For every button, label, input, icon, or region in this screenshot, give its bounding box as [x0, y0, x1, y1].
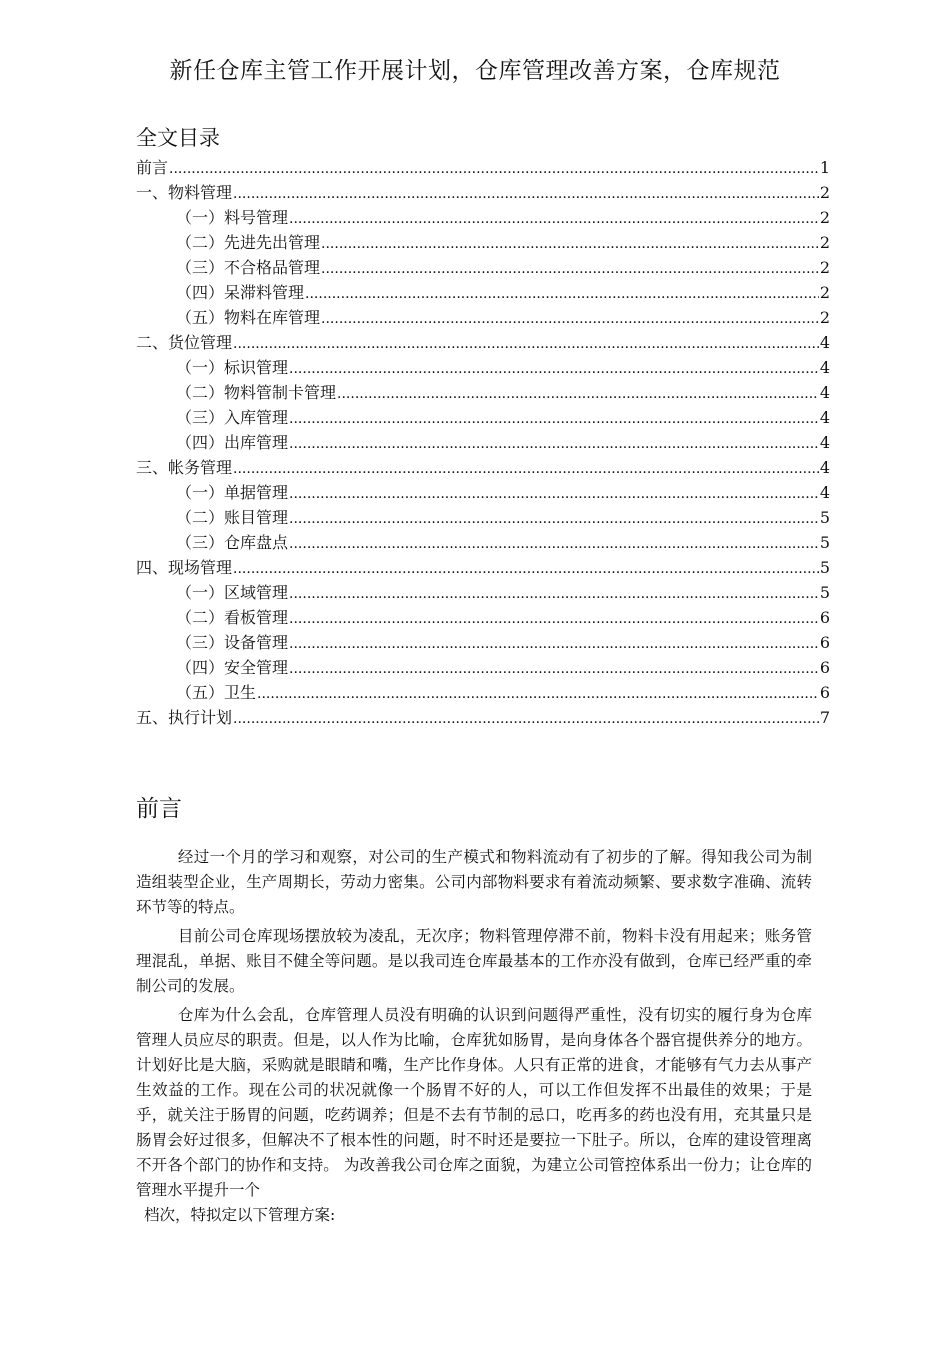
- toc-leader-dots: [289, 657, 819, 682]
- toc-leader-dots: [233, 332, 819, 357]
- preface-body: [136, 845, 812, 1228]
- preface-paragraph-2: 目前公司仓库现场摆放较为凌乱，无次序；物料管理停滞不前，物料卡没有用起来；账务管理混乱，单据、账目不健全等问题。是以我司连仓库最基本的工作亦没有做到，仓库已经严重的牵制公司的发展。: [136, 927, 812, 995]
- toc-entry-page: 6: [819, 683, 830, 702]
- toc-entry-label: （三）不合格品管理: [176, 258, 321, 277]
- toc-entry[interactable]: [136, 155, 830, 180]
- toc-leader-dots: [233, 457, 819, 482]
- toc-entry-label: （四）呆滞料管理: [176, 283, 305, 302]
- toc-entry-label: 一、物料管理: [136, 183, 233, 202]
- toc-entry-label: 四、现场管理: [136, 558, 233, 577]
- toc-entry[interactable]: [136, 380, 830, 405]
- toc-entry-label: 五、执行计划: [136, 708, 233, 727]
- toc-leader-dots: [289, 207, 819, 232]
- toc-entry[interactable]: [136, 405, 830, 430]
- toc-entry-label: （一）标识管理: [176, 358, 289, 377]
- toc-entry[interactable]: [136, 430, 830, 455]
- toc-entry-label: （一）料号管理: [176, 208, 289, 227]
- toc-entry[interactable]: [136, 355, 830, 380]
- toc-entry-label: （二）看板管理: [176, 608, 289, 627]
- toc-leader-dots: [289, 507, 819, 532]
- toc-entry-label: （二）先进先出管理: [176, 233, 321, 252]
- toc-entry-page: 7: [819, 708, 830, 727]
- toc-entry-page: 4: [819, 333, 830, 352]
- toc-leader-dots: [289, 432, 819, 457]
- toc-entry-page: 2: [819, 258, 830, 277]
- toc-entry-label: （四）出库管理: [176, 433, 289, 452]
- toc-entry-page: 4: [819, 458, 830, 477]
- toc-leader-dots: [289, 632, 819, 657]
- toc-entry-page: 6: [819, 633, 830, 652]
- toc-entry-page: 6: [819, 608, 830, 627]
- toc-entry-label: 前言: [136, 158, 169, 177]
- toc-entry-label: （四）安全管理: [176, 658, 289, 677]
- toc-entry-page: 4: [819, 483, 830, 502]
- preface-paragraph-4: 档次，特拟定以下管理方案:: [144, 1206, 336, 1224]
- toc-entry[interactable]: [136, 205, 830, 230]
- toc-entry-label: （一）单据管理: [176, 483, 289, 502]
- toc-entry-page: 2: [819, 233, 830, 252]
- toc-leader-dots: [321, 232, 819, 257]
- toc-entry-page: 4: [819, 358, 830, 377]
- toc-entry[interactable]: [136, 330, 830, 355]
- toc-entry[interactable]: [136, 580, 830, 605]
- toc-leader-dots: [305, 282, 819, 307]
- toc-entry-label: （二）账目管理: [176, 508, 289, 527]
- toc-entry-label: （三）设备管理: [176, 633, 289, 652]
- toc-entry-page: 4: [819, 408, 830, 427]
- toc-entry-label: （二）物料管制卡管理: [176, 383, 337, 402]
- toc-entry-label: （三）入库管理: [176, 408, 289, 427]
- toc-entry[interactable]: [136, 255, 830, 280]
- toc-entry[interactable]: [136, 305, 830, 330]
- toc-entry-label: （五）卫生: [176, 683, 257, 702]
- section-heading-preface: 前言: [136, 796, 182, 822]
- toc-leader-dots: [233, 182, 819, 207]
- toc-heading: 全文目录: [136, 126, 220, 150]
- toc-entry-page: 6: [819, 658, 830, 677]
- toc-leader-dots: [257, 682, 819, 707]
- toc-entry[interactable]: [136, 530, 830, 555]
- toc-entry[interactable]: [136, 280, 830, 305]
- toc-entry-page: 2: [819, 183, 830, 202]
- table-of-contents: [136, 155, 830, 730]
- toc-entry[interactable]: [136, 705, 830, 730]
- toc-entry-page: 5: [819, 508, 830, 527]
- toc-entry-page: 4: [819, 383, 830, 402]
- toc-entry[interactable]: [136, 555, 830, 580]
- preface-paragraph-1: 经过一个月的学习和观察，对公司的生产模式和物料流动有了初步的了解。得知我公司为制造组装型企业，生产周期长，劳动力密集。公司内部物料要求有着流动频繁、要求数字准确、流转环节等的特点。: [136, 848, 812, 916]
- toc-entry-page: 5: [819, 558, 830, 577]
- toc-leader-dots: [289, 407, 819, 432]
- toc-entry[interactable]: [136, 680, 830, 705]
- toc-entry-page: 1: [819, 158, 830, 177]
- toc-entry-label: （五）物料在库管理: [176, 308, 321, 327]
- toc-leader-dots: [321, 257, 819, 282]
- preface-paragraph-3: 仓库为什么会乱，仓库管理人员没有明确的认识到问题得严重性，没有切实的履行身为仓库管理人员应尽的职责。但是，以人作为比喻，仓库犹如肠胃，是向身体各个器官提供养分的地方。计划好比是大脑，采购就是眼睛和嘴，生产比作身体。人只有正常的进食，才能够有气力去从事产生效益的工作。现在公司的状况就像一个肠胃不好的人，可以工作但发挥不出最佳的效果；于是乎，就关注于肠胃的问题，吃药调养；但是不去有节制的忌口，吃再多的药也没有用，充其量只是肠胃会好过很多，但解决不了根本性的问题，时不时还是要拉一下肚子。所以，仓库的建设管理离不开各个部门的协作和支持。 为改善我公司仓库之面貌，为建立公司管控体系出一份力；让仓库的管理水平提升一个: [136, 1006, 812, 1199]
- toc-entry-page: 2: [819, 308, 830, 327]
- toc-entry-page: 2: [819, 208, 830, 227]
- toc-entry[interactable]: [136, 230, 830, 255]
- toc-entry[interactable]: [136, 505, 830, 530]
- toc-entry[interactable]: [136, 605, 830, 630]
- toc-entry[interactable]: [136, 630, 830, 655]
- toc-entry[interactable]: [136, 455, 830, 480]
- document-title: 新任仓库主管工作开展计划，仓库管理改善方案，仓库规范: [169, 58, 781, 84]
- toc-leader-dots: [289, 482, 819, 507]
- toc-entry-label: （三）仓库盘点: [176, 533, 289, 552]
- toc-entry[interactable]: [136, 180, 830, 205]
- toc-entry-page: 2: [819, 283, 830, 302]
- toc-leader-dots: [289, 582, 819, 607]
- toc-leader-dots: [233, 557, 819, 582]
- toc-leader-dots: [233, 707, 819, 732]
- toc-leader-dots: [289, 607, 819, 632]
- toc-entry-page: 4: [819, 433, 830, 452]
- toc-entry-page: 5: [819, 533, 830, 552]
- toc-entry[interactable]: [136, 480, 830, 505]
- toc-leader-dots: [169, 157, 819, 182]
- toc-leader-dots: [289, 357, 819, 382]
- toc-entry-label: （一）区域管理: [176, 583, 289, 602]
- toc-entry-page: 5: [819, 583, 830, 602]
- toc-entry-label: 二、货位管理: [136, 333, 233, 352]
- toc-entry-label: 三、帐务管理: [136, 458, 233, 477]
- toc-leader-dots: [337, 382, 819, 407]
- toc-leader-dots: [289, 532, 819, 557]
- toc-leader-dots: [321, 307, 819, 332]
- toc-entry[interactable]: [136, 655, 830, 680]
